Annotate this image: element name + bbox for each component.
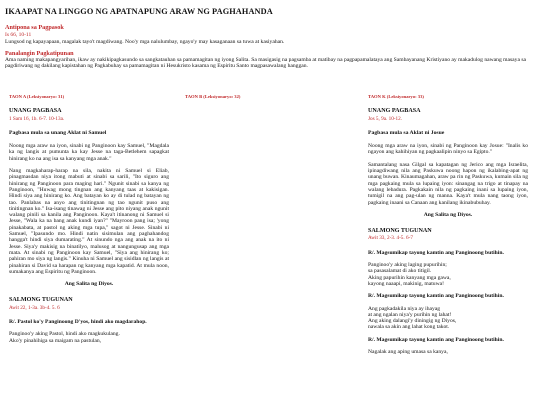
reading-paragraph: Samantalang nasa Gilgal sa kapatagan ng Jerico ang mga Israelita, ipinagdiwang nila ang Paskuwa noong hapon ng ikalabing-apat ng unang buwan. Kinaumagahan, araw pa rin ng Paskuwa, kumain sila ng mga pagkaing mula sa lupaing iyon: sinangag na trigo at tinapay na walang lebadura. Pagkakain nila ng pagkaing inani sa lupaing iyon, tumigil na ang pag-ulan ng manna. Kaya't mula nang taong iyon, pagkaing inaani sa Canaan ang kanilang ikinabubuhay. xyxy=(368,161,528,206)
column-taon-k xyxy=(368,94,528,361)
salmo-verse: Nagalak ang aping umasa sa kanya, xyxy=(368,349,448,356)
salmo-verse: Panginoo'y aking laging pupurihin; sa pasasalamat di ako titigil. Aking papurihin kanyang mga gawa, kayong naaapi, makinig, matuwa! xyxy=(368,262,451,287)
unang-pagbasa-heading: UNANG PAGBASA xyxy=(9,108,62,115)
salmo-response: R/. Magsumikap tayong kamtin ang Panginoong butihin. xyxy=(368,336,504,343)
antipona-heading: Antipona sa Pagpasok xyxy=(5,24,64,31)
column-taon-b xyxy=(185,94,345,108)
salmong-tugunan-heading: SALMONG TUGUNAN xyxy=(368,228,432,235)
reading-title: Pagbasa mula sa Aklat ni Josue xyxy=(368,129,445,136)
column-taon-a xyxy=(9,94,169,350)
reading-ref: Jos 5, 9a. 10-12. xyxy=(368,115,403,122)
salmo-verse: Ang pagkadakila niya ay ihayag at ang ngalan niya'y purihin ng lahat! Ang aking dalangi'y diningig ng Diyos, nawala sa akin ang lahat kong takot. xyxy=(368,305,457,331)
reading-paragraph: Noong mga araw na iyon, sinabi ng Panginoon kay Josue: "Inalis ko ngayon ang kahihiyan ng pagkaalipin ninyo sa Egipto." xyxy=(368,143,528,156)
acclamation: Ang Salita ng Diyos. xyxy=(64,281,114,288)
antipona-ref: Is 66, 10-11 xyxy=(5,31,32,38)
acclamation: Ang Salita ng Diyos. xyxy=(423,211,473,218)
panalangin-heading: Panalangin Pagkatipunan xyxy=(5,50,74,57)
reading-paragraph: Nang magkaharap-harap na sila, nakita ni Samuel si Eliab, pinagmasdan niya itong mabuti at sinabi sa sarili, "Ito siguro ang hinirang ng Panginoon para maging hari." Ngunit sinabi sa kanya ng Panginoon, "Huwag mong tingnan ang kanyang taas at kakisigan. Hindi siya ang hinirang ko. Ang batayan ko ay di tulad ng batayan ng tao. Panlabas na anyo ang tinitingnan ng tao ngunit puso ang tinitingnan ko." Isa-isang tinawag ni Jesse ang pito niyang anak ngunit walang pinili sa kanila ang Panginoon. Kaya't itinanong ni Samuel si Jesse, "Wala ka na bang anak kundi iyan?" "Mayroon pang isa; 'yong pinakabata, at pastol ng aking mga tupa," sagot ni Jesse. Sinabi ni Samuel, "Ipasundo mo. Hindi natin sisimulan ang paghahandog hangga't hindi siya dumarating." At sinundo nga ang anak na ito ni Jesse. Siya'y makisig na binatilyo, malusog at nangungusap ang mga mata. At sinabi ng Panginoon kay Samuel, "Siya ang hinirang ko; pahiran mo siya ng langis." Kinuha ni Samuel ang sisidlan ng langis at pinahiran si David sa harapan ng kanyang mga kapatid. At mula noon, sumakanya ang Espiritu ng Panginoon. xyxy=(9,168,169,275)
page-title: IKAAPAT NA LINGGO NG APATNAPUNG ARAW NG PAGHAHANDA xyxy=(5,7,273,16)
salmo-ref: Awit 33, 2-3. 4-5. 6-7 xyxy=(368,235,413,242)
salmong-tugunan-heading: SALMONG TUGUNAN xyxy=(9,297,73,304)
antipona-text: Lungsod ng kapayapaan, magalak tayo't magdiwang. Noo'y mga nalulumbay, ngayo'y may kasaganaan sa tuwa at kasiyahan. xyxy=(5,38,285,45)
unang-pagbasa-heading: UNANG PAGBASA xyxy=(368,108,421,115)
reading-ref: 1 Sam 16, 1b. 6-7. 10-13a. xyxy=(9,115,65,122)
column-c-header: TAON K (Leksiyonaryo: 33) xyxy=(368,94,424,99)
reading-title: Pagbasa mula sa unang Aklat ni Samuel xyxy=(9,129,107,136)
salmo-ref: Awit 22, 1-3a. 3b-4. 5. 6 xyxy=(9,304,60,311)
column-b-header: TAON B (Leksiyonaryo: 32) xyxy=(185,94,241,99)
salmo-response: R/. Magsumikap tayong kamtin ang Panginoong butihin. xyxy=(368,293,504,300)
reading-paragraph: Noong mga araw na iyon, sinabi ng Panginoon kay Samuel, "Magdala ka ng langis at pumunta ka kay Jesse na taga-Betlehem sapagkat hinirang ko na ang isa sa kanyang mga anak." xyxy=(9,143,169,162)
salmo-response: R/. Magsumikap tayong kamtin ang Panginoong butihin. xyxy=(368,249,504,256)
panalangin-text: Ama naming makapangyarihan, ikaw ay nakikipagkasundo sa sangkatauhan sa pamamagitan ng iyong Salita. Sa masigasig na pagsamba at matibay na pagpapamalataya ang Sambayanang Kristiyano ay makadulog nawang masaya sa pagdiriwang ng dakilang kapistahan ng Pagkabuhay sa pamamagitan ni Hesukristo kasama ng Espiritu Santo magpasawalang hanggan. xyxy=(5,57,526,70)
salmo-verse: Panginoo'y aking Pastol, hindi ako magkukulang. Ako'y pinahihiga sa maigam na pastulan, xyxy=(9,331,120,344)
column-a-header: TAON A (Leksiyonaryo: 31) xyxy=(9,94,65,99)
salmo-response: R/. Pastol ko'y Panginoong D'yos, hindi ako magdarahop. xyxy=(9,319,147,326)
